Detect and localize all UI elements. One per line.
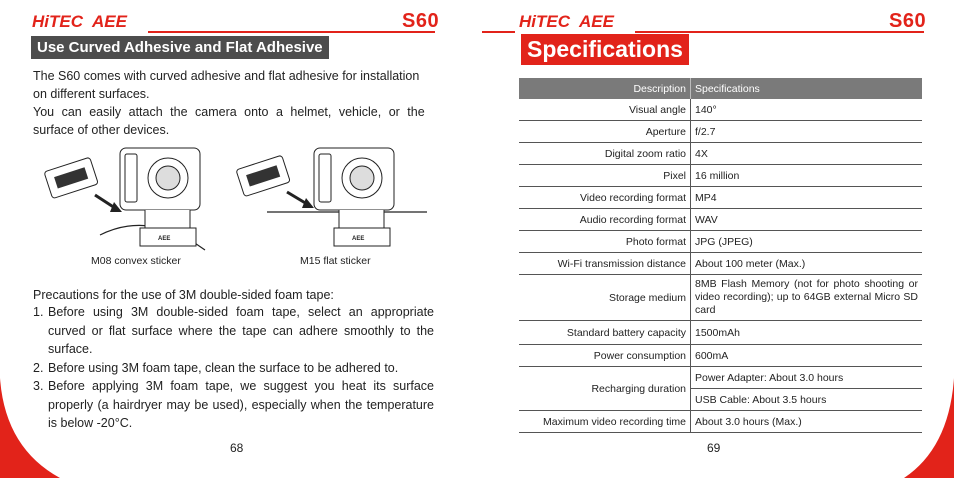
model-name: S60: [889, 10, 927, 32]
precautions-title: Precautions for the use of 3M double-sided foam tape:: [33, 288, 334, 302]
svg-text:HiTEC: HiTEC: [519, 12, 570, 31]
precautions-list: [33, 303, 434, 433]
svg-text:AEE: AEE: [579, 12, 614, 31]
table-row: Digital zoom ratio 4X: [519, 143, 922, 165]
specifications-table: [519, 78, 922, 433]
corner-decoration: [0, 378, 60, 478]
svg-text:AEE: AEE: [352, 236, 365, 242]
intro2-line-2: surface of other devices.: [33, 123, 170, 137]
flat-sticker-illustration: [232, 140, 432, 252]
table-row: Storage medium 8MB Flash Memory (not for photo shooting or video recording); up to 64GB external Micro SD card: [519, 275, 922, 321]
svg-text:HiTEC: HiTEC: [32, 12, 83, 31]
table-row: USB Cable: About 3.5 hours: [519, 389, 922, 411]
convex-sticker-illustration: [40, 140, 230, 252]
right-page: [477, 0, 954, 478]
table-row: Aperture f/2.7: [519, 121, 922, 143]
table-row: Visual angle 140°: [519, 99, 922, 121]
intro-line-1: The S60 comes with curved adhesive and flat adhesive for installation: [33, 69, 420, 83]
intro-line-2: on different surfaces.: [33, 87, 150, 101]
brand-logo: [515, 8, 635, 34]
figure-caption-flat: M15 flat sticker: [300, 255, 371, 267]
table-row: Power consumption 600mA: [519, 345, 922, 367]
figure-caption-convex: M08 convex sticker: [91, 255, 181, 267]
intro2-line-1: You can easily attach the camera onto a helmet, vehicle, or the: [33, 105, 425, 119]
table-row: Pixel 16 million: [519, 165, 922, 187]
corner-decoration: [904, 378, 954, 478]
model-name: S60: [402, 10, 440, 32]
table-row: Photo format JPG (JPEG): [519, 231, 922, 253]
list-item: 3. Before applying 3M foam tape, we suggest you heat its surface properly (a hairdryer may be used), especially when the temperature is below -20°C.: [33, 379, 434, 430]
svg-text:AEE: AEE: [158, 236, 171, 242]
table-row: Recharging duration Power Adapter: About 3.0 hours: [519, 367, 922, 389]
column-header-description: Description: [519, 78, 691, 99]
page-number: 68: [230, 441, 244, 455]
column-header-specifications: Specifications: [691, 78, 923, 99]
table-row: Maximum video recording time About 3.0 hours (Max.): [519, 411, 922, 433]
section-title: Use Curved Adhesive and Flat Adhesive: [31, 36, 329, 59]
table-row: Wi-Fi transmission distance About 100 meter (Max.): [519, 253, 922, 275]
page-title: Specifications: [521, 34, 689, 65]
page-number: 69: [707, 441, 721, 455]
table-header-row: [519, 78, 922, 99]
list-item: 1. Before using 3M double-sided foam tape, select an appropriate curved or flat surface where the tape can adhere smoothly to the surface.: [33, 305, 434, 356]
table-row: Audio recording format WAV: [519, 209, 922, 231]
brand-logo: [28, 8, 148, 34]
svg-text:AEE: AEE: [92, 12, 127, 31]
list-item: 2. Before using 3M foam tape, clean the surface to be adhered to.: [33, 360, 399, 375]
table-row: Standard battery capacity 1500mAh: [519, 321, 922, 345]
table-row: Video recording format MP4: [519, 187, 922, 209]
